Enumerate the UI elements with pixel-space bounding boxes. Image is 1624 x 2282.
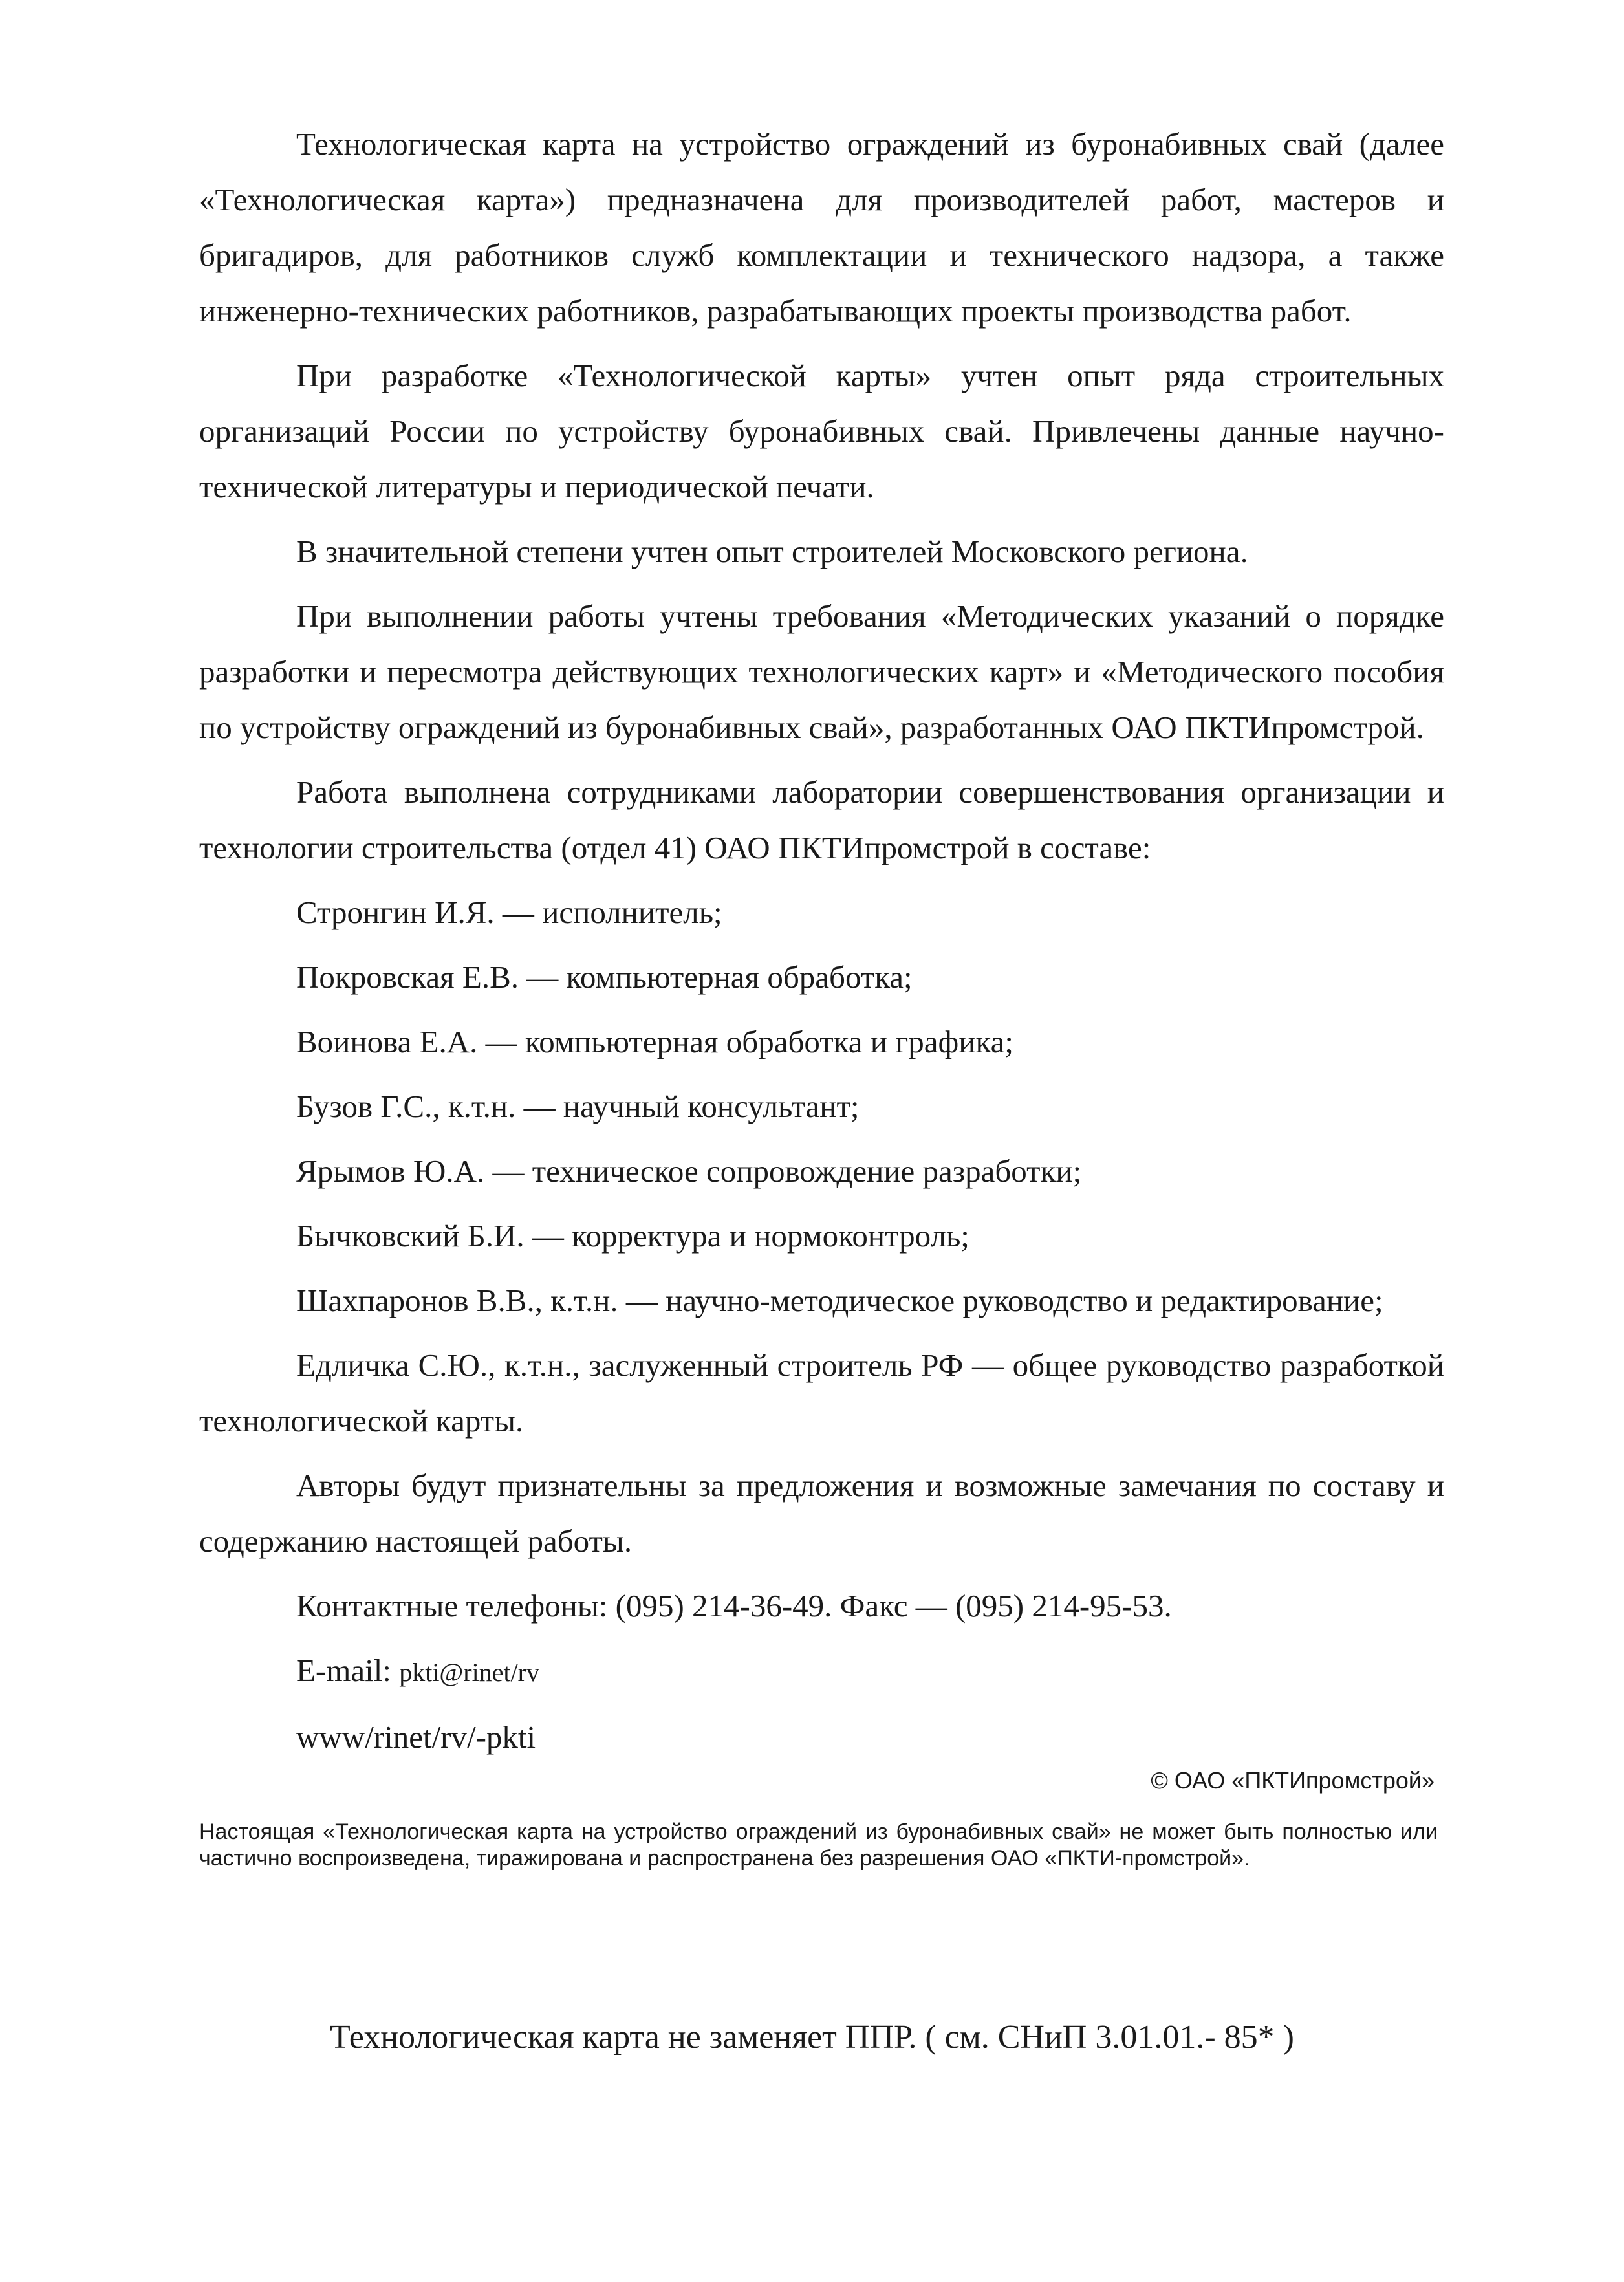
- staff-item: Едличка С.Ю., к.т.н., заслуженный строитель РФ — общее руководство разработкой технологической карты.: [199, 1347, 1444, 1439]
- staff-list: [199, 885, 1444, 1449]
- contact-email: [296, 1643, 1444, 1701]
- email-address[interactable]: pkti@rinet/rv: [399, 1658, 539, 1687]
- intro-paragraph: Технологическая карта на устройство ограждений из буронабивных свай (далее «Технологическая карта») предназначена для производителей работ, мастеров и бригадиров, для работников служб комплектации и технического надзора, а также инженерно-технических работников, разрабатывающих проекты производства работ.: [199, 126, 1444, 329]
- staff-item: Бычковский Б.И. — корректура и нормоконтроль;: [296, 1218, 969, 1254]
- staff-item: Бузов Г.С., к.т.н. — научный консультант;: [296, 1089, 860, 1124]
- staff-item: Ярымов Ю.А. — техническое сопровождение разработки;: [296, 1153, 1082, 1189]
- moscow-paragraph: В значительной степени учтен опыт строителей Московского региона.: [296, 534, 1248, 569]
- copyright-line: © ОАО «ПКТИпромстрой»: [1151, 1767, 1435, 1794]
- email-label: E-mail:: [296, 1653, 400, 1688]
- staff-intro-paragraph: Работа выполнена сотрудниками лаборатории совершенствования организации и технологии строительства (отдел 41) ОАО ПКТИпромстрой в составе:: [199, 774, 1444, 865]
- footer-note: Технологическая карта не заменяет ППР. ( см. СНиП 3.01.01.- 85* ): [330, 2019, 1294, 2056]
- closing-paragraph: Авторы будут признательны за предложения и возможные замечания по составу и содержанию настоящей работы.: [199, 1468, 1444, 1559]
- document-body: [199, 116, 1444, 1774]
- contact-phones: Контактные телефоны: (095) 214-36-49. Факс — (095) 214-95-53.: [296, 1588, 1172, 1624]
- staff-item: Шахпаронов В.В., к.т.н. — научно-методическое руководство и редактирование;: [296, 1283, 1383, 1318]
- contact-website[interactable]: www/rinet/rv/-pkti: [296, 1719, 536, 1755]
- staff-item: Воинова Е.А. — компьютерная обработка и графика;: [296, 1024, 1013, 1060]
- experience-paragraph: При разработке «Технологической карты» учтен опыт ряда строительных организаций России по устройству буронабивных свай. Привлечены данные научно-технической литературы и периодической печати.: [199, 358, 1444, 505]
- staff-item: Покровская Е.В. — компьютерная обработка;: [296, 959, 913, 995]
- requirements-paragraph: При выполнении работы учтены требования «Методических указаний о порядке разработки и пересмотра действующих технологических карт» и «Методического пособия по устройству ограждений из буронабивных свай», разработанных ОАО ПКТИпромстрой.: [199, 598, 1444, 745]
- reproduction-notice: Настоящая «Технологическая карта на устройство ограждений из буронабивных свай» не может быть полностью или частично воспроизведена, тиражирована и распространена без разрешения ОАО «ПКТИ-промстрой».: [199, 1820, 1438, 1871]
- staff-item: Стронгин И.Я. — исполнитель;: [296, 895, 722, 930]
